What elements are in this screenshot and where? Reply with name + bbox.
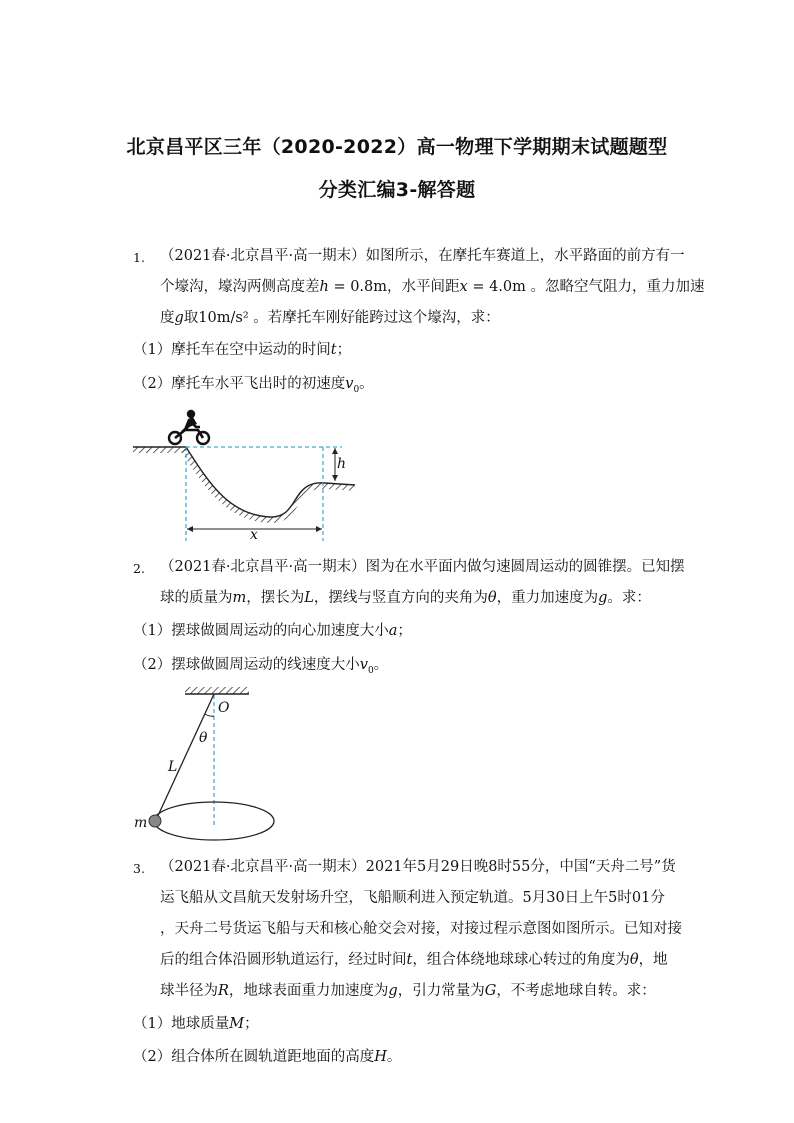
question-2-line-1: （2021春·北京昌平·高一期末）图为在水平面内做匀速圆周运动的圆锥摆。已知摆 bbox=[160, 559, 685, 575]
page-title-line-2: 分类汇编3-解答题 bbox=[318, 179, 476, 201]
question-1-line-3: 度g取10m/s² 。若摩托车刚好能跨过这个壕沟，求： bbox=[160, 310, 500, 326]
page-title-line-1: 北京昌平区三年（2020-2022）高一物理下学期期末试题题型 bbox=[126, 136, 668, 158]
question-1-part-2: （2）摩托车水平飞出时的初速度$v_0$。 bbox=[133, 376, 374, 395]
question-1-line-2: 个壕沟，壕沟两侧高度差h = 0.8m，水平间距x = 4.0m 。忽略空气阻力，重力加速 bbox=[160, 279, 705, 295]
o-label: O bbox=[218, 700, 230, 716]
question-2-part-1: （1）摆球做圆周运动的向心加速度大小a； bbox=[133, 623, 412, 639]
question-1-part-1: （1）摩托车在空中运动的时间t； bbox=[133, 342, 352, 358]
h-label: h bbox=[337, 456, 347, 472]
motorcycle-icon bbox=[169, 410, 209, 444]
question-3-line-1: （2021春·北京昌平·高一期末）2021年5月29日晚8时55分，中国“天舟二号”货 bbox=[160, 859, 676, 875]
question-3-part-1: （1）地球质量M； bbox=[133, 1016, 259, 1032]
pendulum-ball bbox=[149, 815, 161, 827]
question-2-number: 2. bbox=[133, 561, 145, 576]
m-label: m bbox=[134, 815, 148, 831]
pendulum-string bbox=[156, 694, 214, 820]
ditch-curve bbox=[186, 447, 355, 517]
conical-pendulum-figure bbox=[130, 683, 290, 843]
question-2-line-2: 球的质量为m，摆长为L，摆线与竖直方向的夹角为θ，重力加速度为g。求： bbox=[160, 590, 651, 606]
x-label: x bbox=[250, 527, 258, 543]
question-1-line-1: （2021春·北京昌平·高一期末）如图所示，在摩托车赛道上，水平路面的前方有一 bbox=[160, 248, 685, 264]
question-3-line-5: 球半径为R，地球表面重力加速度为g，引力常量为G，不考虑地球自转。求： bbox=[160, 983, 656, 999]
ditch-figure bbox=[130, 405, 370, 545]
theta-label: θ bbox=[199, 730, 208, 746]
question-3-number: 3. bbox=[133, 861, 145, 876]
question-2-part-2: （2）摆球做圆周运动的线速度大小$v_0$。 bbox=[133, 657, 389, 676]
question-3-line-2: 运飞船从文昌航天发射场升空，飞船顺利进入预定轨道。5月30日上午5时01分 bbox=[160, 890, 665, 906]
question-3-line-4: 后的组合体沿圆形轨道运行，经过时间t，组合体绕地球球心转过的角度为θ，地 bbox=[160, 952, 668, 968]
l-label: L bbox=[168, 759, 178, 775]
question-1-number: 1. bbox=[133, 250, 145, 265]
theta-arc bbox=[205, 714, 214, 716]
question-3-part-2: （2）组合体所在圆轨道距地面的高度H。 bbox=[133, 1049, 402, 1065]
question-3-line-3: ，天舟二号货运飞船与天和核心舱交会对接，对接过程示意图如图所示。已知对接 bbox=[160, 921, 682, 937]
